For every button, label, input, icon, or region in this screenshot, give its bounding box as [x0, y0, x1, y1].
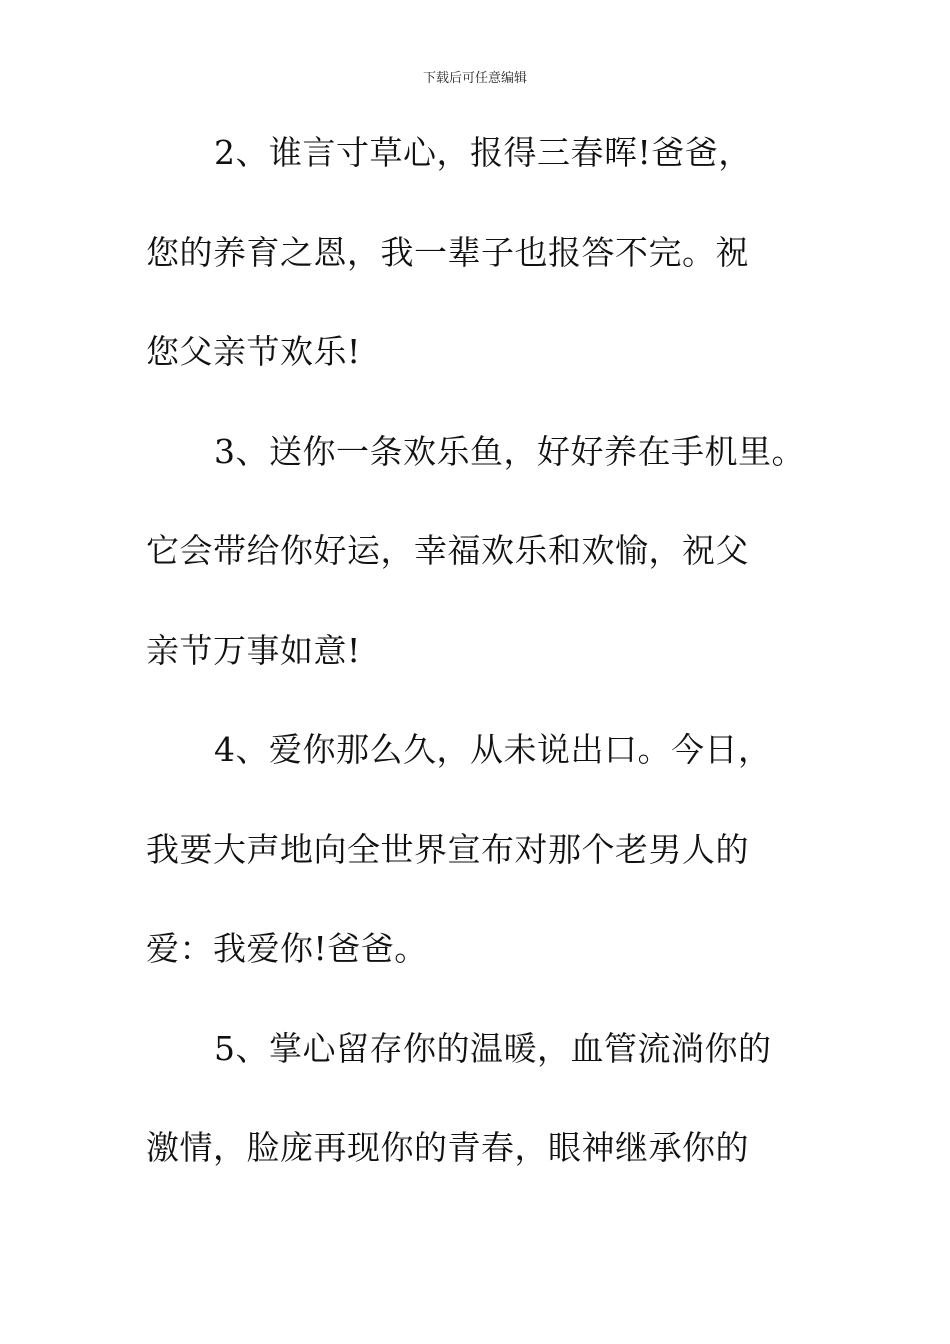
paragraph-2-line-2: 您的养育之恩，我一辈子也报答不完。祝: [146, 233, 749, 272]
paragraph-2-line-1: 2、谁言寸草心，报得三春晖!爸爸，: [214, 133, 752, 172]
paragraph-2-line-3: 您父亲节欢乐!: [146, 332, 361, 371]
paragraph-3-line-2: 它会带给你好运，幸福欢乐和欢愉，祝父: [146, 531, 749, 570]
paragraph-5-line-1: 5、掌心留存你的温暖，血管流淌你的: [214, 1029, 772, 1068]
paragraph-5-line-2: 激情，脸庞再现你的青春，眼神继承你的: [146, 1128, 749, 1167]
paragraph-4-line-2: 我要大声地向全世界宣布对那个老男人的: [146, 830, 749, 869]
paragraph-4-line-1: 4、爱你那么久，从未说出口。今日，: [214, 730, 772, 769]
paragraph-3-line-1: 3、送你一条欢乐鱼，好好养在手机里。: [214, 432, 805, 471]
header-note: 下载后可任意编辑: [422, 71, 527, 86]
paragraph-4-line-3: 爱：我爱你!爸爸。: [146, 929, 428, 968]
paragraph-3-line-3: 亲节万事如意!: [146, 631, 361, 670]
